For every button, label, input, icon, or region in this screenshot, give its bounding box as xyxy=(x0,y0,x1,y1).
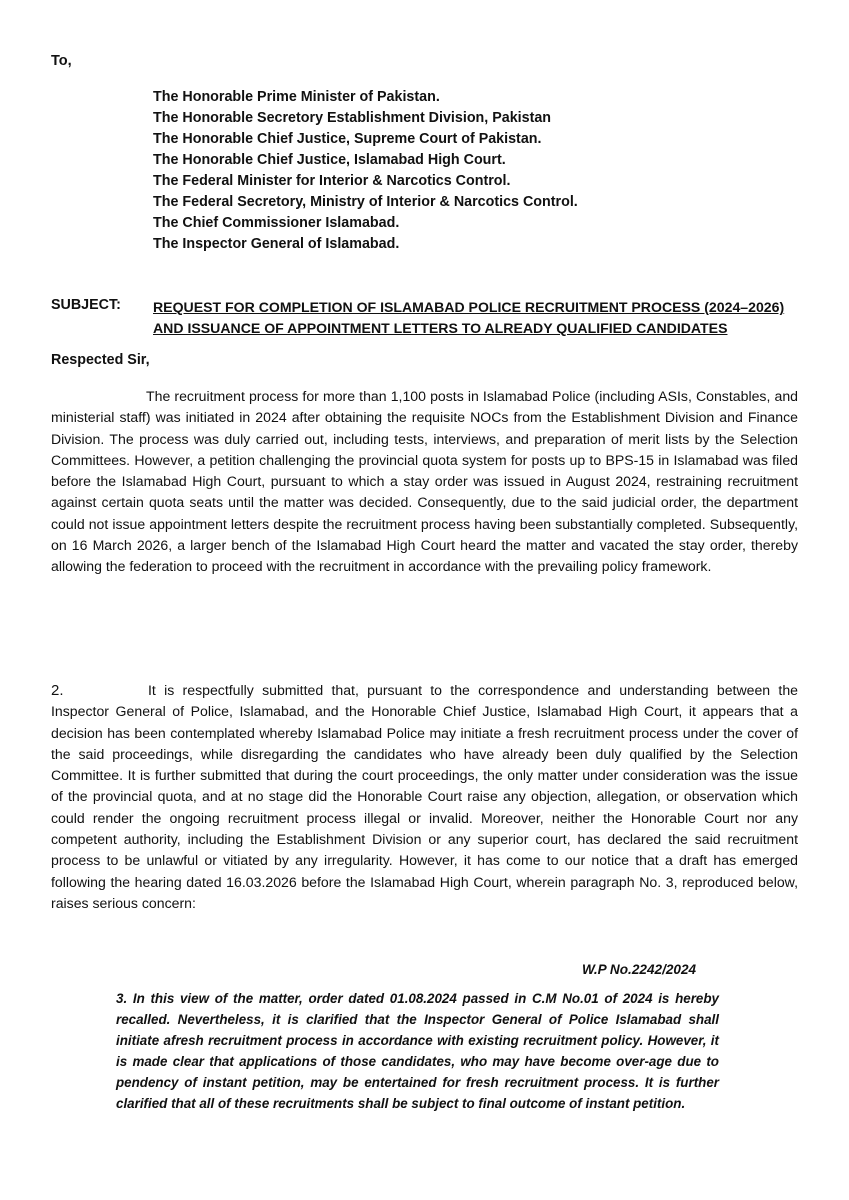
subject-line-1: REQUEST FOR COMPLETION OF ISLAMABAD POLICE RECRUITMENT PROCESS (2024–2026) xyxy=(153,299,785,315)
recipient-list xyxy=(153,87,578,255)
paragraph-2-text: It is respectfully submitted that, pursuant to the correspondence and understanding between the Inspector General of Police, Islamabad, and the Honorable Chief Justice, Islamabad High Court, it appears that a decision has been contemplated whereby Islamabad Police may initiate a fresh recruitment process under the cover of the said proceedings, while disregarding the candidates who have already been duly qualified by the Selection Committee. It is further submitted that during the court proceedings, the only matter under consideration was the issue of the provincial quota, and at no stage did the Honorable Court raise any objection, allegation, or observation which could render the ongoing recruitment process illegal or invalid. Moreover, neither the Honorable Court nor any competent authority, including the Establishment Division or any superior court, has declared the said recruitment process to be unlawful or vitiated by any irregularity. However, it has come to our notice that a draft has emerged following the hearing dated 16.03.2026 before the Islamabad High Court, wherein paragraph No. 3, reproduced below, raises serious concern: xyxy=(51,682,798,911)
salutation: Respected Sir, xyxy=(51,352,150,368)
subject-label: SUBJECT: xyxy=(51,297,121,313)
recipient-item: The Honorable Chief Justice, Supreme Court of Pakistan. xyxy=(153,131,542,147)
paragraph-2-number: 2. xyxy=(51,682,64,699)
recipient-item: The Inspector General of Islamabad. xyxy=(153,236,400,252)
recipient-item: The Chief Commissioner Islamabad. xyxy=(153,215,400,231)
recipient-item: The Federal Secretory, Ministry of Interior & Narcotics Control. xyxy=(153,194,578,210)
recipient-item: The Honorable Prime Minister of Pakistan. xyxy=(153,89,440,105)
paragraph-1: The recruitment process for more than 1,100 posts in Islamabad Police (including ASIs, Constables, and ministerial staff) was initiated in 2024 after obtaining the requisite NOCs from the Establishment Division and Finance Division. The process was duly carried out, including tests, interviews, and preparation of merit lists by the Selection Committees. However, a petition challenging the provincial quota system for posts up to BPS-15 in Islamabad was filed before the Islamabad High Court, pursuant to which a stay order was issued in August 2024, restraining recruitment against certain quota seats until the matter was decided. Consequently, due to the said judicial order, the department could not issue appointment letters despite the recruitment process having been substantially completed. Subsequently, on 16 March 2026, a larger bench of the Islamabad High Court heard the matter and vacated the stay order, thereby allowing the federation to proceed with the recruitment in accordance with the prevailing policy framework. xyxy=(51,388,798,575)
recipient-item: The Honorable Chief Justice, Islamabad High Court. xyxy=(153,152,506,168)
recipient-item: The Honorable Secretory Establishment Division, Pakistan xyxy=(153,110,552,126)
quote-reference: W.P No.2242/2024 xyxy=(582,962,697,977)
recipient-item: The Federal Minister for Interior & Narcotics Control. xyxy=(153,173,511,189)
subject-text xyxy=(153,297,813,339)
paragraph-2 xyxy=(51,680,798,914)
to-label: To, xyxy=(51,53,72,69)
court-order-quote: 3. In this view of the matter, order dated 01.08.2024 passed in C.M No.01 of 2024 is hereby recalled. Nevertheless, it is clarified that the Inspector General of Police Islamabad shall initiate afresh recruitment process in accordance with existing recruitment policy. However, it is made clear that applications of those candidates, who may have become over-age due to pendency of instant petition, may be entertained for fresh recruitment process. It is further clarified that all of these recruitments shall be subject to final outcome of instant petition. xyxy=(116,991,719,1111)
subject-line-2: AND ISSUANCE OF APPOINTMENT LETTERS TO ALREADY QUALIFIED CANDIDATES xyxy=(153,320,728,336)
